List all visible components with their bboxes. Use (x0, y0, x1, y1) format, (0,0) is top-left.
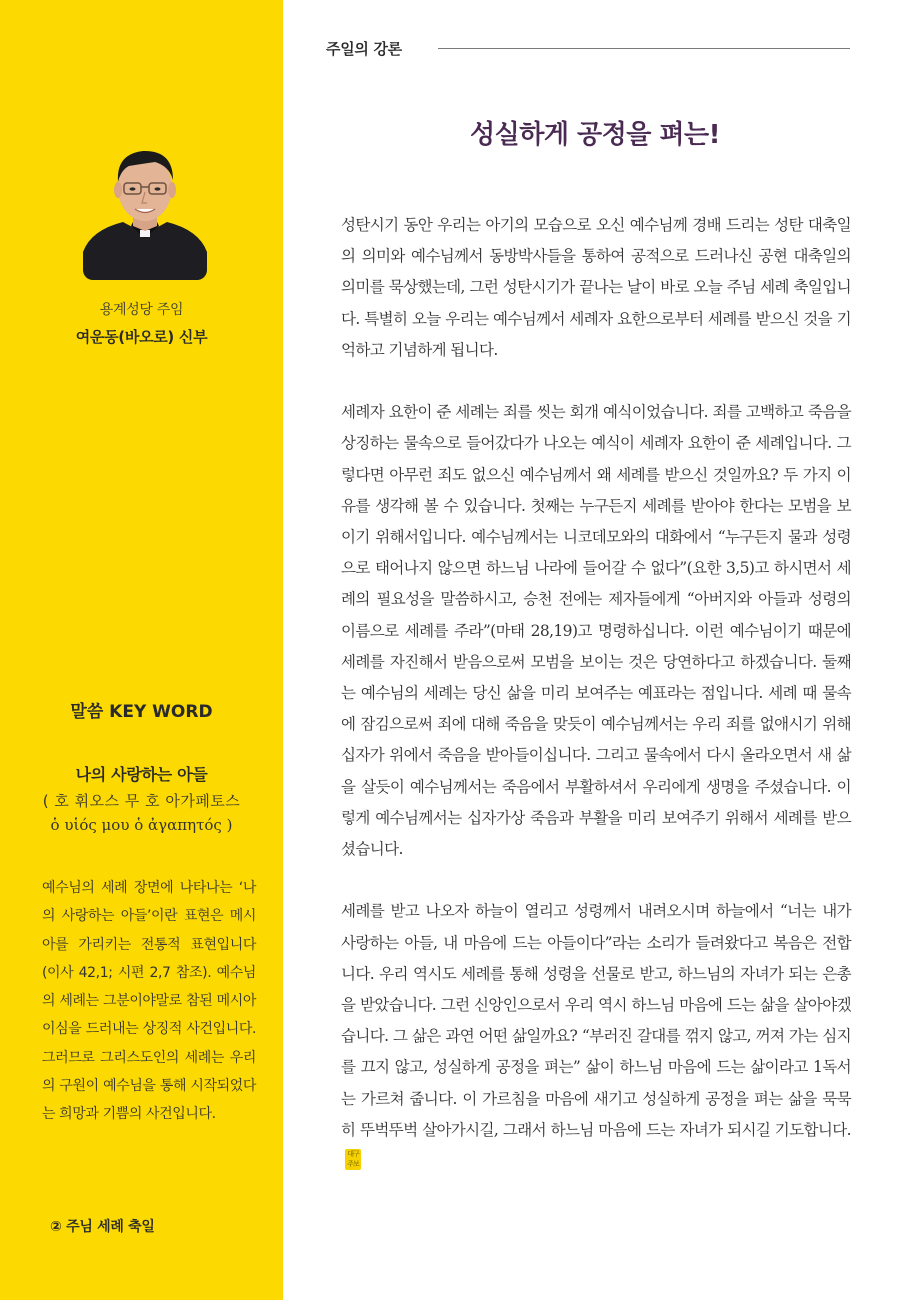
homily-title: 성실하게 공정을 펴는! (469, 120, 720, 150)
liturgical-day-label: ② 주님 세례 축일 (50, 1219, 155, 1235)
paragraph-text: 세례를 받고 나오자 하늘이 열리고 성령께서 내려오시며 하늘에서 “너는 내가 사랑하는 아들, 내 마음에 드는 아들이다”라는 소리가 들려왔다고 복음은 전합니다. 우리 역시도 세례를 통해 성령을 선물로 받고, 하느님의 자녀가 되는 은총을 받았습니다. 그런 신앙인으로서 우리 역시 하느님 마음에 드는 삶을 살아야겠습니다. 그 삶은 과연 어떤 삶일까요? “부러진 갈대를 꺾지 않고, 꺼져 가는 심지를 끄지 않고, 성실하게 공정을 펴는” 삶이 하느님 마음에 드는 삶이라고 1독서는 가르쳐 줍니다. 이 가르침을 마음에 새기고 성실하게 공정을 펴는 삶을 묵묵히 뚜벅뚜벅 살아가시길, 그래서 하느님 마음에 드는 자녀가 되시길 기도합니다. (341, 902, 851, 1139)
sidebar (0, 0, 283, 1300)
keyword-heading: 말씀 KEY WORD (70, 702, 213, 722)
end-mark-logo: 대구 주보 (345, 1149, 361, 1170)
author-portrait-image (83, 130, 207, 280)
section-label: 주일의 강론 (326, 40, 402, 58)
paragraph: 세례자 요한이 준 세례는 죄를 씻는 회개 예식이었습니다. 죄를 고백하고 죽음을 상징하는 물속으로 들어갔다가 나오는 예식이 세례자 요한이 준 세례입니다. 그렇다면 아무런 죄도 없으신 예수님께서 왜 세례를 받으신 것일까요? 두 가지 이유를 생각해 볼 수 있습니다. 첫째는 누구든지 세례를 받아야 한다는 모범을 보이기 위해서입니다. 예수님께서는 니코데모와의 대화에서 “누구든지 물과 성령으로 태어나지 않으면 하느님 나라에 들어갈 수 없다”(요한 3,5)고 하시면서 세례의 필요성을 말씀하시고, 승천 전에는 제자들에게 “아버지와 아들과 성령의 이름으로 세례를 주라”(마태 28,19)고 명령하십니다. 이런 예수님이기 때문에 세례를 자진해서 받음으로써 모범을 보이는 것은 당연하다고 하겠습니다. 둘째는 예수님의 세례는 당신 삶을 미리 보여주는 예표라는 점입니다. 세례 때 물속에 잠김으로써 죄에 대해 죽음을 맞듯이 예수님께서는 우리 죄를 없애시기 위해 십자가 위에서 죽음을 받아들이십니다. 그리고 물속에서 다시 올라오면서 새 삶을 살듯이 예수님께서는 죽음에서 부활하셔서 우리에게 생명을 주셨습니다. 이렇게 예수님께서는 십자가상 죽음과 부활을 미리 보여주기 위해서 세례를 받으셨습니다. (341, 403, 851, 859)
author-church: 용계성당 주임 (99, 302, 184, 318)
paragraph: 성탄시기 동안 우리는 아기의 모습으로 오신 예수님께 경배 드리는 성탄 대축일의 의미와 예수님께서 동방박사들을 통하여 공적으로 드러나신 공현 대축일의 의미를 묵상했는데, 그런 성탄시기가 끝나는 날이 바로 오늘 주님 세례 축일입니다. 특별히 오늘 우리는 예수님께서 세례자 요한으로부터 세례를 받으신 것을 기억하고 기념하게 됩니다. (341, 216, 851, 359)
paragraph (341, 896, 851, 1177)
author-photo (83, 130, 207, 280)
keyword-phrase: 나의 사랑하는 아들 (75, 765, 208, 784)
homily-body (341, 210, 851, 1208)
keyword-transliteration: ( 호 휘오스 무 호 아가페토스 (42, 792, 241, 810)
header-divider (438, 48, 850, 49)
author-name: 여운동(바오로) 신부 (75, 328, 208, 346)
keyword-explanation: 예수님의 세례 장면에 나타나는 ‘나의 사랑하는 아들’이란 표현은 메시아를 가리키는 전통적 표현입니다(이사 42,1; 시편 2,7 참조). 예수님의 세례는 그분이야말로 참된 메시아이심을 드러내는 상징적 사건입니다. 그러므로 그리스도인의 세례는 우리의 구원이 예수님을 통해 시작되었다는 희망과 기쁨의 사건입니다. (42, 880, 256, 1123)
keyword-greek: ὁ υἱός μου ὁ ἀγαπητός ) (50, 816, 233, 834)
